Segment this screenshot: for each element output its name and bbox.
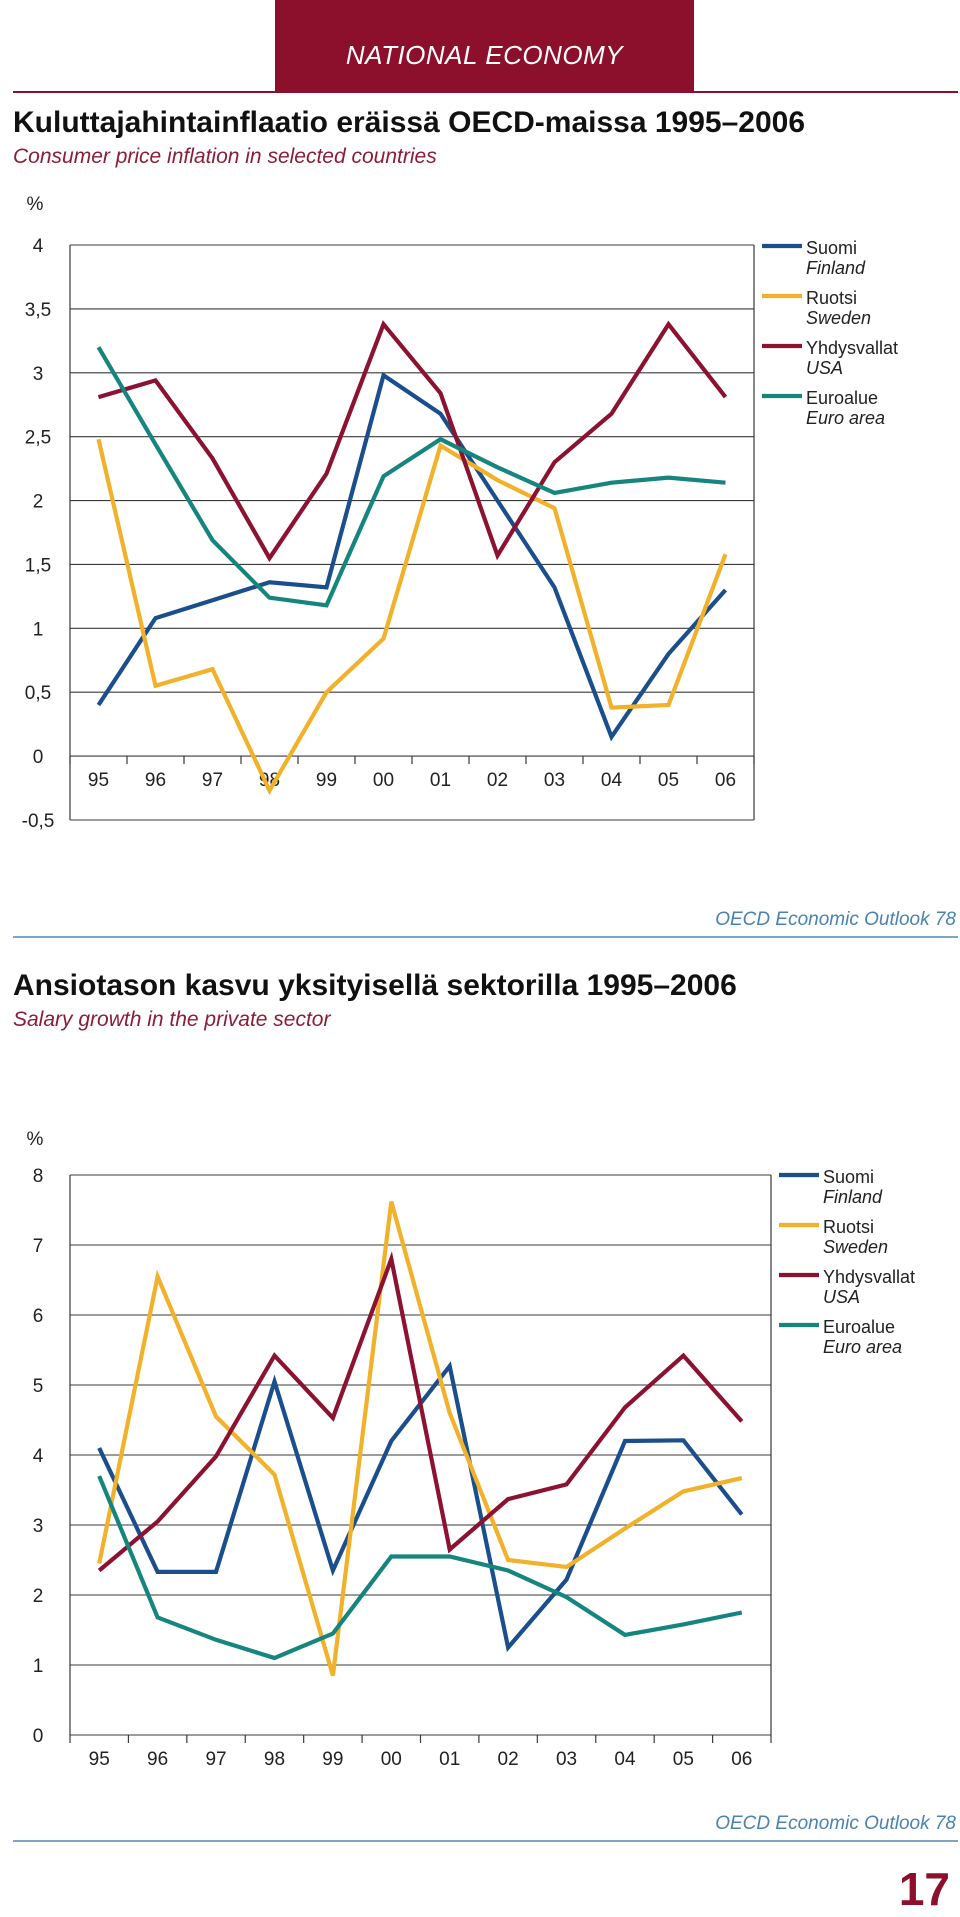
x-tick-label: 02 xyxy=(497,1749,519,1770)
y-axis-unit: % xyxy=(26,1129,44,1150)
x-tick-label: 98 xyxy=(263,1749,286,1770)
chart1-subtitle: Consumer price inflation in selected countries xyxy=(13,145,437,168)
legend-label-usa: Yhdysvallat xyxy=(806,338,899,358)
legend-label-en-finland: Finland xyxy=(823,1187,883,1207)
legend-label-en-sweden: Sweden xyxy=(823,1237,889,1257)
legend-label-usa: Yhdysvallat xyxy=(823,1267,916,1287)
y-axis-unit: % xyxy=(26,194,44,215)
y-tick-label: 4 xyxy=(32,236,44,257)
y-tick-label: 4 xyxy=(32,1446,44,1467)
chart1-source-rule xyxy=(13,936,958,938)
x-tick-label: 96 xyxy=(144,770,167,792)
legend-label-euro-area: Euroalue xyxy=(806,388,879,408)
y-tick-label: 1,5 xyxy=(24,555,52,577)
series-line-sweden xyxy=(99,1202,742,1676)
chart2-source-rule xyxy=(13,1840,958,1842)
legend-label-en-usa: USA xyxy=(823,1287,861,1307)
x-tick-label: 00 xyxy=(380,1749,402,1770)
x-tick-label: 05 xyxy=(657,770,680,792)
y-tick-label: 7 xyxy=(32,1236,44,1257)
page-number: 17 xyxy=(898,1863,950,1915)
y-tick-label: 3 xyxy=(32,363,44,385)
x-tick-label: 04 xyxy=(614,1749,636,1770)
x-tick-label: 01 xyxy=(429,770,452,792)
x-tick-label: 97 xyxy=(205,1749,227,1770)
y-tick-label: 2 xyxy=(32,1586,44,1607)
x-tick-label: 00 xyxy=(372,770,395,792)
x-tick-label: 02 xyxy=(486,770,509,792)
series-line-usa xyxy=(99,324,726,558)
legend-label-sweden: Ruotsi xyxy=(806,288,858,308)
chart1-source: OECD Economic Outlook 78 xyxy=(715,909,956,930)
x-tick-label: 98 xyxy=(258,770,281,792)
y-tick-label: 0,5 xyxy=(24,683,52,705)
legend-label-sweden: Ruotsi xyxy=(823,1217,875,1237)
series-line-sweden xyxy=(99,439,726,790)
y-tick-label: 8 xyxy=(32,1166,44,1187)
x-tick-label: 97 xyxy=(201,770,224,792)
chart2-subtitle: Salary growth in the private sector xyxy=(13,1008,331,1031)
chart1-title: Kuluttajahintainflaatio eräissä OECD-maissa 1995–2006 xyxy=(13,106,806,139)
y-tick-label: 3,5 xyxy=(24,299,52,321)
y-tick-label: 1 xyxy=(32,619,44,641)
y-tick-label: -0,5 xyxy=(21,811,55,832)
y-tick-label: 3 xyxy=(32,1516,44,1537)
y-tick-label: 0 xyxy=(32,1726,44,1747)
y-tick-label: 1 xyxy=(32,1656,44,1677)
legend-label-en-finland: Finland xyxy=(806,258,866,278)
legend-label-en-usa: USA xyxy=(806,358,844,378)
x-tick-label: 95 xyxy=(88,1749,110,1770)
x-tick-label: 96 xyxy=(147,1749,169,1770)
x-tick-label: 05 xyxy=(672,1749,694,1770)
salary-growth-chart xyxy=(0,1125,960,1785)
x-tick-label: 06 xyxy=(714,770,737,792)
x-tick-label: 06 xyxy=(731,1749,753,1770)
inflation-chart xyxy=(0,190,960,850)
x-tick-label: 99 xyxy=(322,1749,344,1770)
legend-label-en-sweden: Sweden xyxy=(806,308,872,328)
x-tick-label: 99 xyxy=(315,770,338,792)
legend-label-finland: Suomi xyxy=(823,1167,875,1187)
chart2-source: OECD Economic Outlook 78 xyxy=(715,1813,956,1834)
y-tick-label: 2,5 xyxy=(24,427,52,449)
legend-label-en-euro-area: Euro area xyxy=(806,408,886,428)
section-title: NATIONAL ECONOMY xyxy=(345,40,624,70)
x-tick-label: 01 xyxy=(439,1749,461,1770)
header-rule xyxy=(13,91,958,93)
y-tick-label: 6 xyxy=(32,1306,44,1327)
legend-label-euro-area: Euroalue xyxy=(823,1317,896,1337)
x-tick-label: 95 xyxy=(87,770,110,792)
x-tick-label: 03 xyxy=(543,770,566,792)
legend-label-en-euro-area: Euro area xyxy=(823,1337,903,1357)
x-tick-label: 04 xyxy=(600,770,623,792)
series-line-euro-area xyxy=(99,1476,742,1658)
chart2-title: Ansiotason kasvu yksityisellä sektorilla 1995–2006 xyxy=(13,969,737,1002)
y-tick-label: 5 xyxy=(32,1376,44,1397)
y-tick-label: 0 xyxy=(32,747,44,769)
section-banner xyxy=(275,0,694,92)
y-tick-label: 2 xyxy=(32,491,44,513)
legend-label-finland: Suomi xyxy=(806,238,858,258)
x-tick-label: 03 xyxy=(555,1749,578,1770)
